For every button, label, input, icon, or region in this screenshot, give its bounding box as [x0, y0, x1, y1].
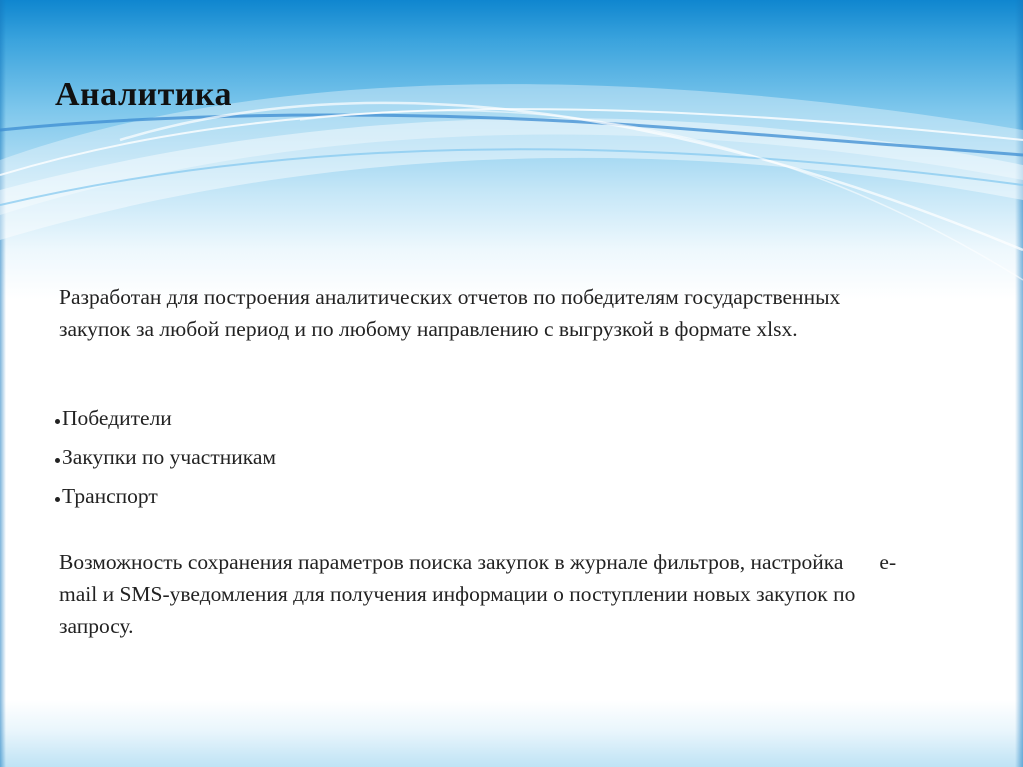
intro-paragraph: Разработан для построения аналитических отчетов по победителям государственных закупок за любой период и по любому направлению с выгрузкой в формате xlsx.	[59, 285, 841, 341]
list-item-label: Закупки по участникам	[62, 445, 276, 469]
list-item-label: Транспорт	[62, 484, 158, 508]
slide-title: Аналитика	[55, 76, 232, 113]
list-item-label: Победители	[62, 406, 172, 430]
closing-text-part1: Возможность сохранения параметров поиска закупок в журнале фильтров, настройка	[59, 550, 844, 574]
decorative-waves	[0, 0, 1023, 300]
list-item	[55, 402, 276, 441]
list-item	[55, 480, 276, 519]
bullet-icon	[55, 419, 60, 424]
feature-list	[55, 402, 276, 519]
bullet-icon	[55, 497, 60, 502]
closing-paragraph	[59, 546, 899, 642]
bullet-icon	[55, 458, 60, 463]
list-item	[55, 441, 276, 480]
closing-text-part2: e-mail и SMS-уведомления для получения информации о поступлении новых закупок по запросу.	[59, 550, 897, 638]
